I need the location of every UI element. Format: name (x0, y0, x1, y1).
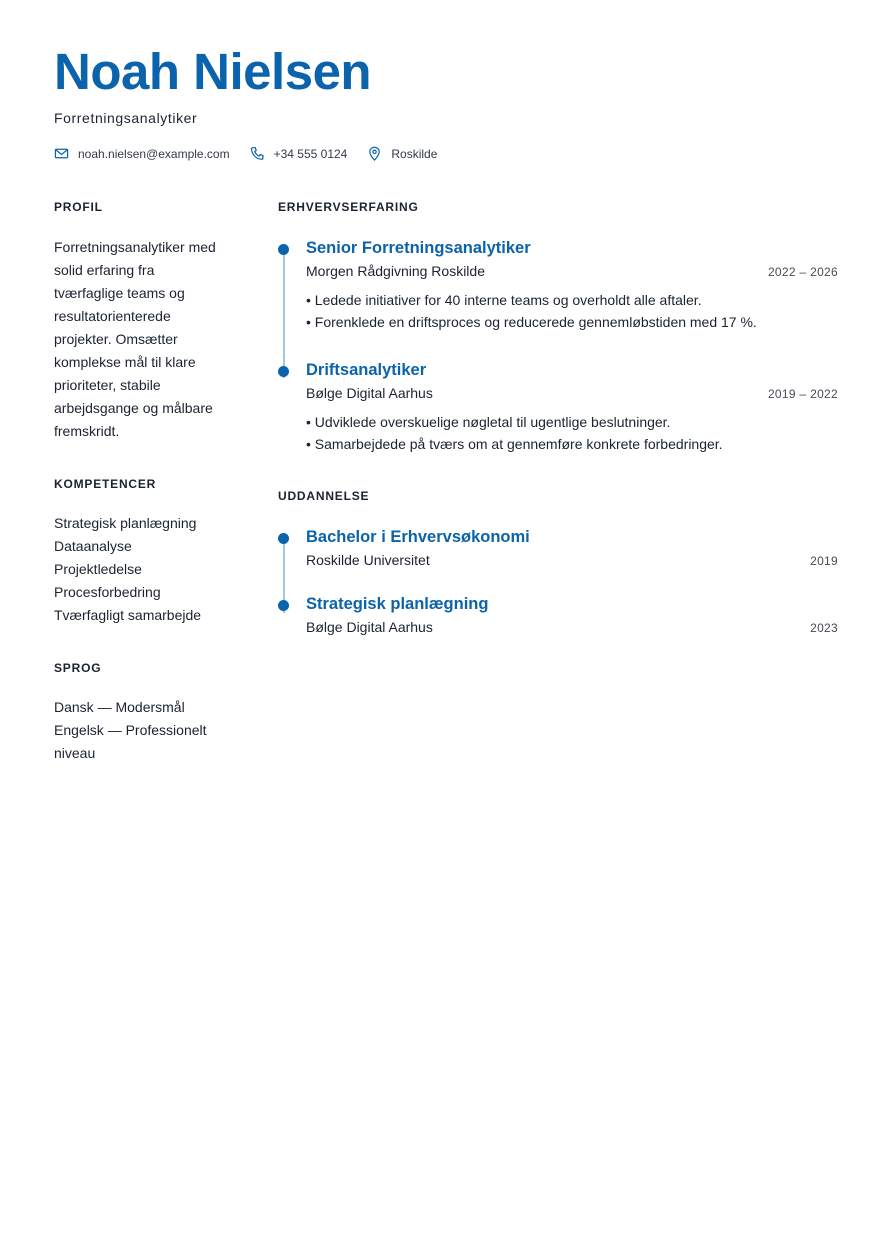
profile-line: prioriteter, stabile (54, 377, 161, 393)
contact-bar (54, 146, 457, 161)
job-title: Forretningsanalytiker (54, 110, 198, 126)
experience-title: Driftsanalytiker (306, 361, 427, 379)
experience-heading: ERHVERVSERFARING (278, 200, 419, 214)
contact-location-text: Roskilde (391, 146, 438, 161)
timeline-dot (278, 366, 289, 377)
experience-timeline (278, 236, 838, 455)
experience-bullets (306, 289, 838, 333)
languages-list (54, 696, 244, 765)
profile-text (54, 236, 244, 443)
language-line: Engelsk — Professionelt (54, 722, 207, 738)
skill-item: Tværfagligt samarbejde (54, 607, 202, 623)
education-institution: Roskilde Universitet (306, 552, 430, 568)
education-institution: Bølge Digital Aarhus (306, 619, 433, 635)
profile-heading: PROFIL (54, 200, 103, 214)
skills-list (54, 512, 244, 627)
skill-item: Dataanalyse (54, 538, 132, 554)
timeline-dot (278, 600, 289, 611)
contact-email[interactable] (54, 146, 230, 161)
contact-phone[interactable] (250, 146, 348, 161)
skills-heading: KOMPETENCER (54, 477, 157, 491)
bullet-item: • Forenklede en driftsproces og reducerede gennemløbstiden med 17 %. (306, 314, 757, 330)
profile-line: fremskridt. (54, 423, 120, 439)
education-title: Strategisk planlægning (306, 595, 489, 613)
envelope-icon (54, 146, 69, 161)
bullet-item: • Samarbejdede på tværs om at gennemføre konkrete forbedringer. (306, 436, 723, 452)
bullet-item: • Udviklede overskuelige nøgletal til ugentlige beslutninger. (306, 414, 671, 430)
language-line: Dansk — Modersmål (54, 699, 185, 715)
profile-line: resultatorienterede (54, 308, 171, 324)
contact-location (367, 146, 437, 161)
experience-dates: 2019 – 2022 (767, 387, 838, 401)
timeline-dot (278, 244, 289, 255)
map-pin-icon (367, 146, 382, 161)
education-date: 2023 (810, 621, 838, 635)
experience-company: Morgen Rådgivning Roskilde (306, 263, 485, 279)
profile-line: projekter. Omsætter (54, 331, 178, 347)
profile-line: tværfaglige teams og (54, 285, 185, 301)
education-heading: UDDANNELSE (278, 489, 370, 503)
experience-bullets (306, 411, 838, 455)
profile-line: arbejdsgange og målbare (54, 400, 213, 416)
profile-line: Forretningsanalytiker med (54, 239, 216, 255)
education-entry (278, 592, 838, 635)
bullet-item: • Ledede initiativer for 40 interne teams og overholdt alle aftaler. (306, 292, 702, 308)
language-line: niveau (54, 745, 96, 761)
experience-entry (278, 358, 838, 455)
languages-heading: SPROG (54, 661, 102, 675)
profile-line: solid erfaring fra (54, 262, 155, 278)
skill-item: Procesforbedring (54, 584, 161, 600)
contact-phone-text: +34 555 0124 (273, 146, 348, 161)
candidate-name: Noah Nielsen (54, 43, 372, 100)
left-column (54, 200, 244, 765)
experience-entry (278, 236, 838, 333)
timeline-dot (278, 533, 289, 544)
experience-company: Bølge Digital Aarhus (306, 385, 433, 401)
experience-dates: 2022 – 2026 (767, 265, 838, 279)
education-date: 2019 (810, 554, 838, 568)
phone-icon (250, 146, 265, 161)
right-column (278, 200, 838, 635)
skill-item: Projektledelse (54, 561, 142, 577)
contact-email-text: noah.nielsen@example.com (78, 146, 230, 161)
education-timeline (278, 525, 838, 635)
skill-item: Strategisk planlægning (54, 515, 197, 531)
profile-line: komplekse mål til klare (54, 354, 196, 370)
education-entry (278, 525, 838, 568)
education-title: Bachelor i Erhvervsøkonomi (306, 528, 530, 546)
experience-title: Senior Forretningsanalytiker (306, 239, 531, 257)
